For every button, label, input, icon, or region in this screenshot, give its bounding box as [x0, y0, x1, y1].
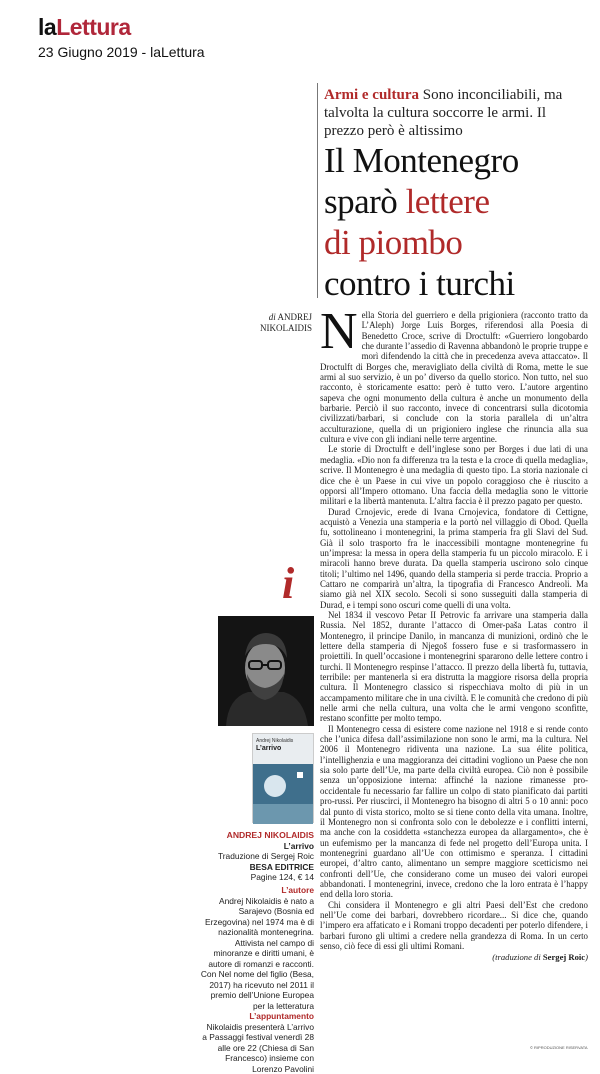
- masthead-lettura: Lettura: [56, 14, 130, 40]
- author-photo: [218, 616, 314, 726]
- author-box: [200, 885, 314, 1074]
- event-text: Nikolaidis presenterà L’arrivo a Passaggi festival venerdì 28 alle ore 22 (Chiesa di San Francesco) insieme con Lorenzo Pavolini: [200, 1022, 314, 1074]
- headline-line-4: contro i turchi: [324, 263, 594, 304]
- cover-title: L’arrivo: [256, 745, 281, 752]
- headline: [324, 140, 594, 304]
- article-paragraph: Le storie di Droctulft e dell’inglese sono per Borges i due lati di una medaglia. «Dio non fa differenza tra la testa e la croce di quella medaglia», scrive. Il Montenegro è una medaglia di questo tipo. La storia nazionale ci dice che è un Paese in cui vive un popolo coraggioso che è riuscito a opporsi all’Impero ottomano. Una faccia della medaglia sono le vittorie militari e la libertà mantenuta. L’altra faccia è il prezzo pagato per questo.: [320, 444, 588, 506]
- dateline: 23 Giugno 2019 - laLettura: [38, 44, 205, 60]
- author-bio: Andrej Nikolaidis è nato a Sarajevo (Bosnia ed Erzegovina) nel 1974 ma è di nazionalità montenegrina. Attivista nel campo di minoranze e diritti umani, è autore di romanzi e racconti. Con Nel nome del figlio (Besa, 2017) ha ricevuto nel 2011 il premio dell’Unione Europea per la letteratura: [200, 896, 314, 1012]
- kicker-category: Armi e cultura: [324, 87, 419, 103]
- kicker: [324, 86, 586, 140]
- book-info: [200, 830, 314, 883]
- info-i-icon: i: [282, 562, 294, 606]
- cover-art-icon: [253, 764, 313, 824]
- headline-line-2: sparò lettere: [324, 181, 594, 222]
- article-paragraph: Durad Crnojevic, erede di Ivana Crnojevica, fondatore di Cettigne, acquistò a Venezia una stamperia e la portò nel villaggio di Obod. Quella fu, sottolineano i montenegrini, la prima stamperia fra gli Slavi del Sud. Già il solo trasporto fra le inaccessibili montagne montenegrine fu un’impresa: la messa in opera della stamperia fu un piccolo miracolo. E i miracoli hanno breve durata. Da quella stamperia uscirono solo cinque titoli; l’ultimo nel 1496, quando della stamperia si perde traccia. Proprio a Cattaro ne comparirà un’altra, la tipografia di Francesco Andreoli. Ma siamo già nel XIX secolo. Secoli si sono susseguiti dalla stamperia di Durad, e i tempi sono oscuri come quelli di una volta.: [320, 507, 588, 610]
- book-author: ANDREJ NIKOLAIDIS: [200, 830, 314, 841]
- translation-credit: (traduzione di Sergej Roic): [320, 952, 588, 962]
- masthead-la: la: [38, 14, 56, 40]
- event-heading: L’appuntamento: [200, 1011, 314, 1022]
- headline-line-3: di piombo: [324, 222, 594, 263]
- book-publisher: BESA EDITRICE: [200, 862, 314, 873]
- article-paragraph: Il Montenegro cessa di esistere come nazione nel 1918 e si rende conto che l’unica difesa dall’assimilazione non sono le armi, ma la cultura. Nel 2006 il Montenegro ridiventa una nazione. La sua élite politica, l’intellighenzia e una maggioranza dei cittadini vogliono un Paese che non sia solo parte dell’Ue, ma parte della civiltà europea. Ciò non è possibile senza un’opposizione interna: affinché la nazione rimanesse pro-occidentale fu necessario far fallire un colpo di stato pianificato dai partiti pro-russi. Per riuscirci, il Montenegro ha bisogno di altri 5 o 10 anni: poco dal punto di vista storico, molto se si tiene conto della vita umana. Inoltre, il Montenegro non si confronta solo con le debolezze e i conflitti interni, ma anche con la cosiddetta «stanchezza europea da allargamento», che è un eufemismo per la mancanza di fede nel progetto dell’Europa unita. I montenegrini guardano all’Ue con ottimismo e speranza. I cittadini europei, d’altro canto, alimentano un sempre maggiore scetticismo nei confronti dell’Ue, che considerano come un museo dei valori europei abbandonati. I montenegrini, invece, credono che la loro entrata è l’happy end della loro storia.: [320, 724, 588, 900]
- author-portrait-icon: [218, 616, 314, 726]
- kicker-text: Sono inconciliabili, ma talvolta la cultura soccorre le armi. Il prezzo però è altissimo: [324, 87, 562, 139]
- byline: di ANDREJ NIKOLAIDIS: [236, 312, 312, 334]
- book-title: L’arrivo: [200, 841, 314, 852]
- author-heading: L’autore: [200, 885, 314, 896]
- article-paragraph: Nella Storia del guerriero e della prigioniera (racconto tratto da L’Aleph) Jorge Luis Borges, riferendosi alla Poesia di Benedetto Croce, scrive di Droctulft: «Guerriero longobardo che durante l’assedio di Ravenna abbandonò le proprie truppe e morì difendendo la città che in precedenza aveva attaccato». Il Droctulft di Borges che, meravigliato della civiltà di Roma, mette le sue armi al suo servizio, è un po’ diverso da quello storico. Non tutto, nel suo racconto, è storicamente esatto: però è tutto vero. L’autore argentino sapeva che ogni monumento della cultura è anche un monumento della barbarie. Perciò il suo racconto, invece di concentrarsi sulla dicotomia civilizzati/barbari, si conclude con la storia parallela di un’altra acculturazione, quella di un prigioniero inglese che rinuncia alla sua cultura e vive con gli indiani nelle terre argentine.: [320, 310, 588, 444]
- article-paragraph: Nel 1834 il vescovo Petar II Petrovic fa arrivare una stamperia dalla Russia. Nel 1852, durante l’attacco di Omer-paša Latas contro il Montenegro, il principe Danilo, in mancanza di munizioni, ordinò che le lettere della stamperia di Njegoš fossero fuse e si trasformassero in proiettili. In quell’occasione i montenegrini spararono delle lettere contro i turchi. Il Montenegro respinse l’attacco. Il prezzo della libertà fu, tuttavia, terribile: per mantenerla si era distrutta la maggiore risorsa della propria cultura. Il Montenegro classico si rispecchiava molto di più in un accampamento militare che in una civiltà. E le comunità che credono di più nelle armi che nella cultura, una volta che le armi vengono sconfitte, restano sconfitte per molto tempo.: [320, 610, 588, 724]
- book-pages-price: Pagine 124, € 14: [200, 872, 314, 883]
- book-translation: Traduzione di Sergej Roic: [200, 851, 314, 862]
- drop-cap: N: [320, 311, 358, 353]
- article-body: [320, 310, 588, 963]
- column-divider: [317, 83, 318, 298]
- masthead-logo: [38, 14, 131, 41]
- article-paragraph: Chi considera il Montenegro e gli altri Paesi dell’Est che credono nell’Ue come dei barbari, dovrebbero ricordare... Si dice che, quando l’impero era affaticato e i Romani troppo decadenti per poterlo difendere, i barbari furono gli ultimi a credere nella grandezza di Roma. In un certo senso, ciò fece di essi gli ultimi Romani.: [320, 900, 588, 952]
- cover-author: Andrej Nikolaidis: [256, 738, 293, 744]
- headline-line-1: Il Montenegro: [324, 140, 594, 181]
- copyright-notice: © RIPRODUZIONE RISERVATA: [530, 1045, 588, 1050]
- book-cover: [252, 733, 314, 823]
